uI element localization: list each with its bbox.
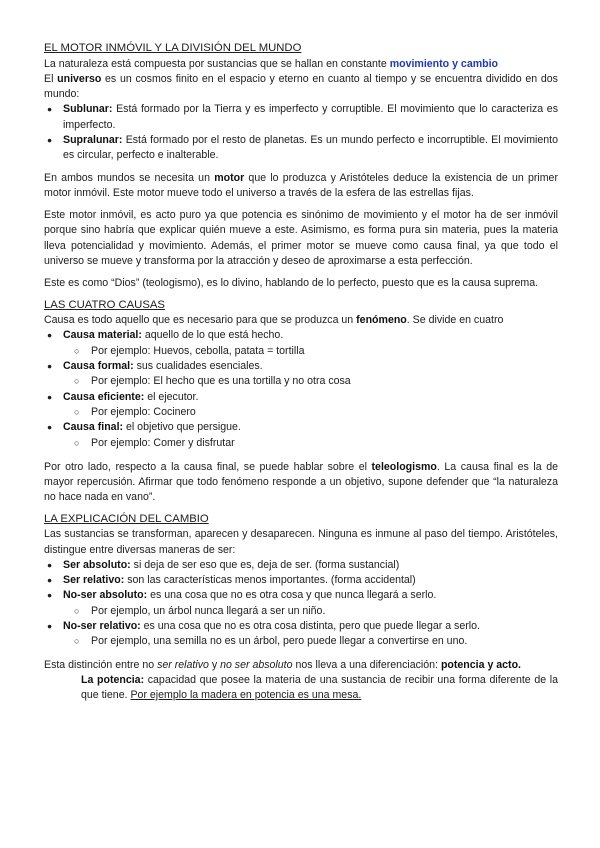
bullet-list <box>44 102 558 163</box>
paragraph-indented: La potencia: capacidad que posee la materia de una sustancia de recibir una forma diferente de la que tiene. Por ejemplo la madera en potencia es una mesa. <box>81 673 558 702</box>
list-item: ● Sublunar: Está formado por la Tierra y es imperfecto y corruptible. El movimiento que lo caracteriza es imperfecto. <box>44 102 558 133</box>
bullet-list <box>44 558 558 604</box>
sub-list <box>44 374 558 389</box>
paragraph: Esta distinción entre no ser relativo y no ser absoluto nos lleva a una diferenciación: potencia y acto. <box>44 658 522 671</box>
list-item: ● Causa final: el objetivo que persigue. <box>44 420 558 435</box>
section-heading-causas: LAS CUATRO CAUSAS <box>44 298 165 311</box>
list-item: ● Causa eficiente: el ejecutor. <box>44 390 558 405</box>
sub-list-item: ○ Por ejemplo: El hecho que es una tortilla y no otra cosa <box>44 374 558 389</box>
highlight-term: movimiento y cambio <box>389 57 499 70</box>
paragraph: Causa es todo aquello que es necesario para que se produzca un fenómeno. Se divide en cuatro <box>44 314 504 327</box>
list-item: ● Ser relativo: son las características menos importantes. (forma accidental) <box>44 573 558 588</box>
underlined-example: Por ejemplo la madera en potencia es una mesa. <box>130 689 362 702</box>
bullet-list <box>44 390 558 405</box>
section-heading-motor: EL MOTOR INMÓVIL Y LA DIVISIÓN DEL MUNDO <box>44 42 302 54</box>
list-item: ● Causa formal: sus cualidades esenciales. <box>44 359 558 374</box>
sub-list <box>44 344 558 359</box>
list-item: ● No-ser relativo: es una cosa que no es otra cosa distinta, pero que puede llegar a serlo. <box>44 619 558 634</box>
document-page <box>44 41 558 703</box>
bullet-list <box>44 619 558 634</box>
paragraph: Las sustancias se transforman, aparecen y desaparecen. Ninguna es inmune al paso del tiempo. Aristóteles, distingue entre diversas maneras de ser: <box>44 528 558 556</box>
section-heading-cambio: LA EXPLICACIÓN DEL CAMBIO <box>44 512 209 525</box>
sub-list <box>44 405 558 420</box>
list-item: ● Ser absoluto: si deja de ser eso que es, deja de ser. (forma sustancial) <box>44 558 558 573</box>
list-item: ● No-ser absoluto: es una cosa que no es otra cosa y que nunca llegará a serlo. <box>44 588 558 603</box>
bold-term: teleologismo <box>371 460 437 473</box>
bullet-list <box>44 359 558 374</box>
sub-list-item: ○ Por ejemplo: Huevos, cebolla, patata = tortilla <box>44 344 558 359</box>
list-item: ● Supralunar: Está formado por el resto de planetas. Es un mundo perfecto e incorruptible. El movimiento es circular, perfecto e inalterable. <box>44 133 558 164</box>
bold-term: fenómeno <box>356 314 407 327</box>
sub-list-item: ○ Por ejemplo, un árbol nunca llegará a ser un niño. <box>44 604 558 619</box>
bold-term: potencia y acto. <box>440 658 522 671</box>
sub-list-item: ○ Por ejemplo, una semilla no es un árbol, pero puede llegar a convertirse en uno. <box>44 634 558 649</box>
bold-term: motor <box>214 171 245 184</box>
bullet-list <box>44 420 558 435</box>
list-item: ● Causa material: aquello de lo que está hecho. <box>44 328 558 343</box>
sub-list-item: ○ Por ejemplo: Cocinero <box>44 405 558 420</box>
sub-list <box>44 436 558 451</box>
sub-list-item: ○ Por ejemplo: Comer y disfrutar <box>44 436 558 451</box>
bold-term: universo <box>57 72 102 85</box>
paragraph: El universo es un cosmos finito en el espacio y eterno en cuanto al tiempo y se encuentra dividido en dos mundo: <box>44 72 558 101</box>
sub-list <box>44 604 558 619</box>
bold-term: La potencia: <box>81 673 145 686</box>
paragraph: Por otro lado, respecto a la causa final, se puede hablar sobre el teleologismo. La causa final es la de mayor repercusión. Afirmar que todo fenómeno responde a un objetivo, supone defender que “la naturaleza no hace nada en vano”. <box>44 460 559 504</box>
paragraph: Este motor inmóvil, es acto puro ya que potencia es sinónimo de movimiento y el motor ha de ser inmóvil porque sino habría que explicar quién mueve a este. Asimismo, es forma pura sin materia, pues la materia lleva potencialidad y movimiento. Además, el primer motor se mueve como causa final, ya que todo el universo se mueve y transforma por la atracción y deseo de aproximarse a esta perfección. <box>44 209 558 268</box>
sub-list <box>44 634 558 649</box>
bullet-list <box>44 328 558 343</box>
paragraph: La naturaleza está compuesta por sustancias que se hallan en constante movimiento y cambio <box>44 57 499 70</box>
paragraph: Este es como “Dios” (teologismo), es lo divino, hablando de lo perfecto, puesto que es la causa suprema. <box>44 277 539 290</box>
paragraph: En ambos mundos se necesita un motor que lo produzca y Aristóteles deduce la existencia de un primer motor inmóvil. Este motor mueve todo el universo a través de la esfera de las estrellas fijas. <box>44 171 558 199</box>
